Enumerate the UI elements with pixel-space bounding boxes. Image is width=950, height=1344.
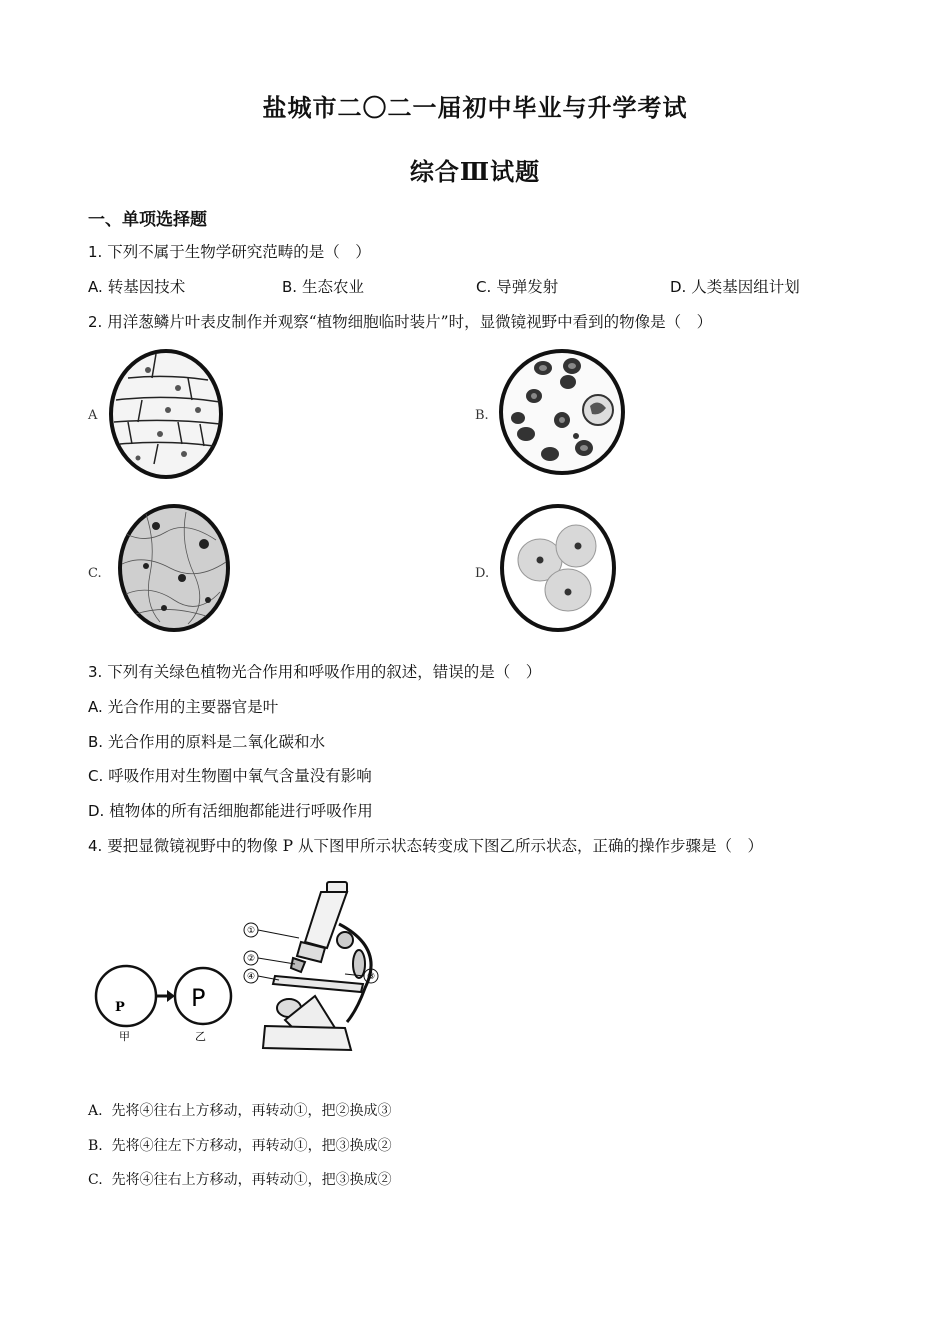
question-number: 3. xyxy=(88,663,103,681)
marker-4: ④ xyxy=(246,972,256,982)
field-jia xyxy=(96,966,156,1026)
onion-epidermis-image[interactable] xyxy=(108,348,228,483)
question-text: 要把显微镜视野中的物像 P 从下图甲所示状态转变成下图乙所示状态，正确的操作步骤是（ ） xyxy=(107,837,764,855)
exam-subtitle: 综合Ⅲ试题 xyxy=(409,157,541,186)
section-heading: 一、单项选择题 xyxy=(88,210,207,230)
question-text: 下列有关绿色植物光合作用和呼吸作用的叙述，错误的是（ ） xyxy=(107,663,542,681)
q1-option-b[interactable]: B. 生态农业 xyxy=(282,278,365,296)
q1-option-a[interactable]: A. 转基因技术 xyxy=(88,278,186,296)
marker-1: ① xyxy=(246,926,256,936)
question-text: 用洋葱鳞片叶表皮制作并观察“植物细胞临时装片”时，显微镜视野中看到的物像是（ ） xyxy=(107,313,713,331)
blood-cells-image[interactable] xyxy=(498,348,628,478)
field-jia-letter: P xyxy=(115,1000,125,1015)
marker-3: ③ xyxy=(366,972,376,982)
q1-option-d[interactable]: D. 人类基因组计划 xyxy=(670,278,800,296)
cheek-cells-image[interactable] xyxy=(500,504,620,634)
question-number: 2. xyxy=(88,313,103,331)
question-1 xyxy=(88,240,371,262)
marker-2: ② xyxy=(246,954,256,964)
field-yi-letter: P xyxy=(191,984,206,1012)
q2-label-b[interactable]: B. xyxy=(475,408,489,423)
microscope-icon xyxy=(263,882,371,1050)
question-number: 1. xyxy=(88,243,103,261)
q2-label-a[interactable]: A xyxy=(88,408,98,423)
q3-option-a[interactable]: A. 光合作用的主要器官是叶 xyxy=(88,698,279,716)
q1-option-c[interactable]: C. 导弹发射 xyxy=(476,278,559,296)
q4-option-b[interactable]: B. 先将④往左下方移动，再转动①，把③换成② xyxy=(88,1138,392,1154)
question-3 xyxy=(88,660,541,682)
question-number: 4. xyxy=(88,837,103,855)
q3-option-b[interactable]: B. 光合作用的原料是二氧化碳和水 xyxy=(88,733,326,751)
q2-label-d[interactable]: D. xyxy=(475,566,490,581)
exam-title: 盐城市二〇二一届初中毕业与升学考试 xyxy=(262,93,688,122)
microscope-figure xyxy=(95,878,395,1078)
q4-option-c[interactable]: C. 先将④往右上方移动，再转动①，把③换成② xyxy=(88,1172,392,1188)
question-4 xyxy=(88,834,763,856)
q4-option-a[interactable]: A. 先将④往右上方移动，再转动①，把②换成③ xyxy=(88,1103,392,1119)
q3-option-d[interactable]: D. 植物体的所有活细胞都能进行呼吸作用 xyxy=(88,802,373,820)
field-yi-label: 乙 xyxy=(195,1030,206,1043)
q2-label-c[interactable]: C. xyxy=(88,566,102,581)
question-text: 下列不属于生物学研究范畴的是（ ） xyxy=(107,243,371,261)
question-2 xyxy=(88,310,712,332)
q3-option-c[interactable]: C. 呼吸作用对生物圈中氧气含量没有影响 xyxy=(88,767,372,785)
tissue-cells-image[interactable] xyxy=(116,504,236,634)
field-jia-label: 甲 xyxy=(119,1030,130,1043)
